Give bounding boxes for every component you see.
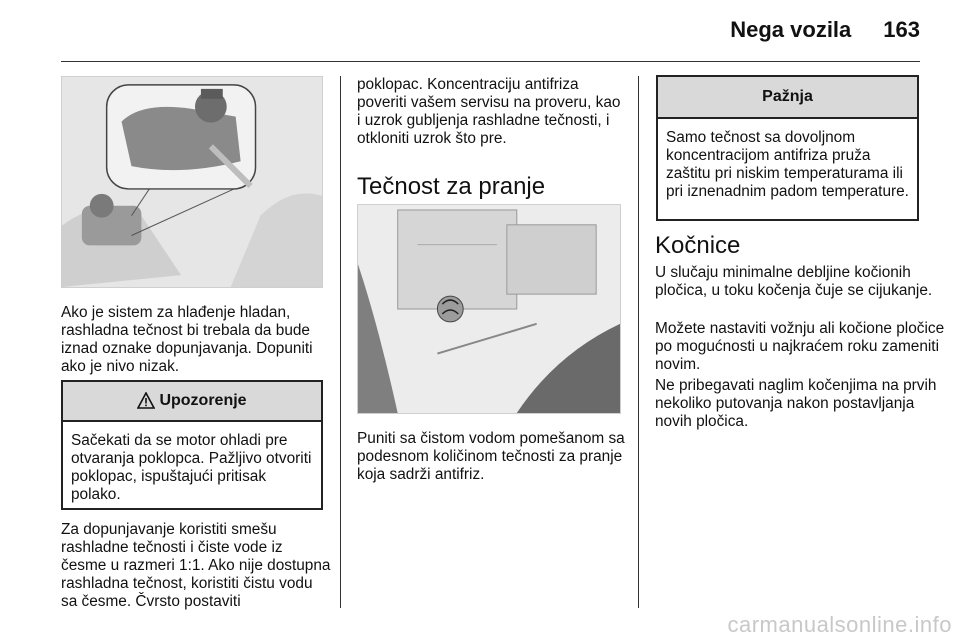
header-rule <box>61 61 920 62</box>
warning-body: Sačekati da se motor ohladi pre otvaranja poklopca. Pažljivo otvoriti poklopac, ispuštajući pritisak polako. <box>71 432 312 503</box>
coolant-reservoir-illustration <box>61 76 323 288</box>
note-title: Pažnja <box>762 88 813 105</box>
warning-box <box>61 380 323 510</box>
watermark: carmanualsonline.info <box>727 612 952 637</box>
warning-box-header <box>63 382 321 422</box>
coolant-level-paragraph: Ako je sistem za hlađenje hladan, rashladna tečnost bi trebala da bude iznad oznake dopunjavanja. Dopuniti ako je nivo nizak. <box>61 304 313 375</box>
brakes-paragraph-2: Možete nastaviti vožnju ali kočione pločice po mogućnosti u najkraćem roku zameniti novim. <box>655 320 945 373</box>
brakes-paragraph-1: U slučaju minimalne debljine kočionih pločica, u toku kočenja čuje se cijukanje. <box>655 264 933 299</box>
antifreeze-check-paragraph: poklopac. Koncentraciju antifriza poveriti vašem servisu na proveru, kao i uzrok gubljenja rashladne tečnosti, i otkloniti uzrok što pre. <box>357 76 621 147</box>
section-title: Nega vozila <box>730 17 852 42</box>
washer-reservoir-illustration <box>357 204 621 414</box>
washer-fluid-heading: Tečnost za pranje <box>357 173 546 200</box>
page-number: 163 <box>883 17 920 42</box>
warning-title: Upozorenje <box>159 392 247 409</box>
warning-triangle-icon <box>137 392 155 410</box>
note-box-header <box>658 77 917 119</box>
column-divider <box>340 76 341 608</box>
brakes-heading: Kočnice <box>655 232 741 259</box>
column-divider <box>638 76 639 608</box>
note-box <box>656 75 919 221</box>
note-body: Samo tečnost sa dovoljnom koncentracijom antifriza pruža zaštitu pri niskim temperaturama ili pri iznenadnim padom temperature. <box>666 129 909 200</box>
page-header <box>730 14 920 46</box>
coolant-mixture-paragraph: Za dopunjavanje koristiti smešu rashladne tečnosti i čiste vode iz česme u razmeri 1:1. Ako nije dostupna rashladna tečnost, koristiti čistu vodu sa česme. Čvrsto postaviti <box>61 521 331 610</box>
washer-fill-paragraph: Puniti sa čistom vodom pomešanom sa podesnom količinom tečnosti za pranje koja sadrži antifriz. <box>357 430 625 483</box>
brakes-paragraph-3: Ne pribegavati naglim kočenjima na prvih nekoliko putovanja nakon postavljanja novih pločica. <box>655 377 937 430</box>
